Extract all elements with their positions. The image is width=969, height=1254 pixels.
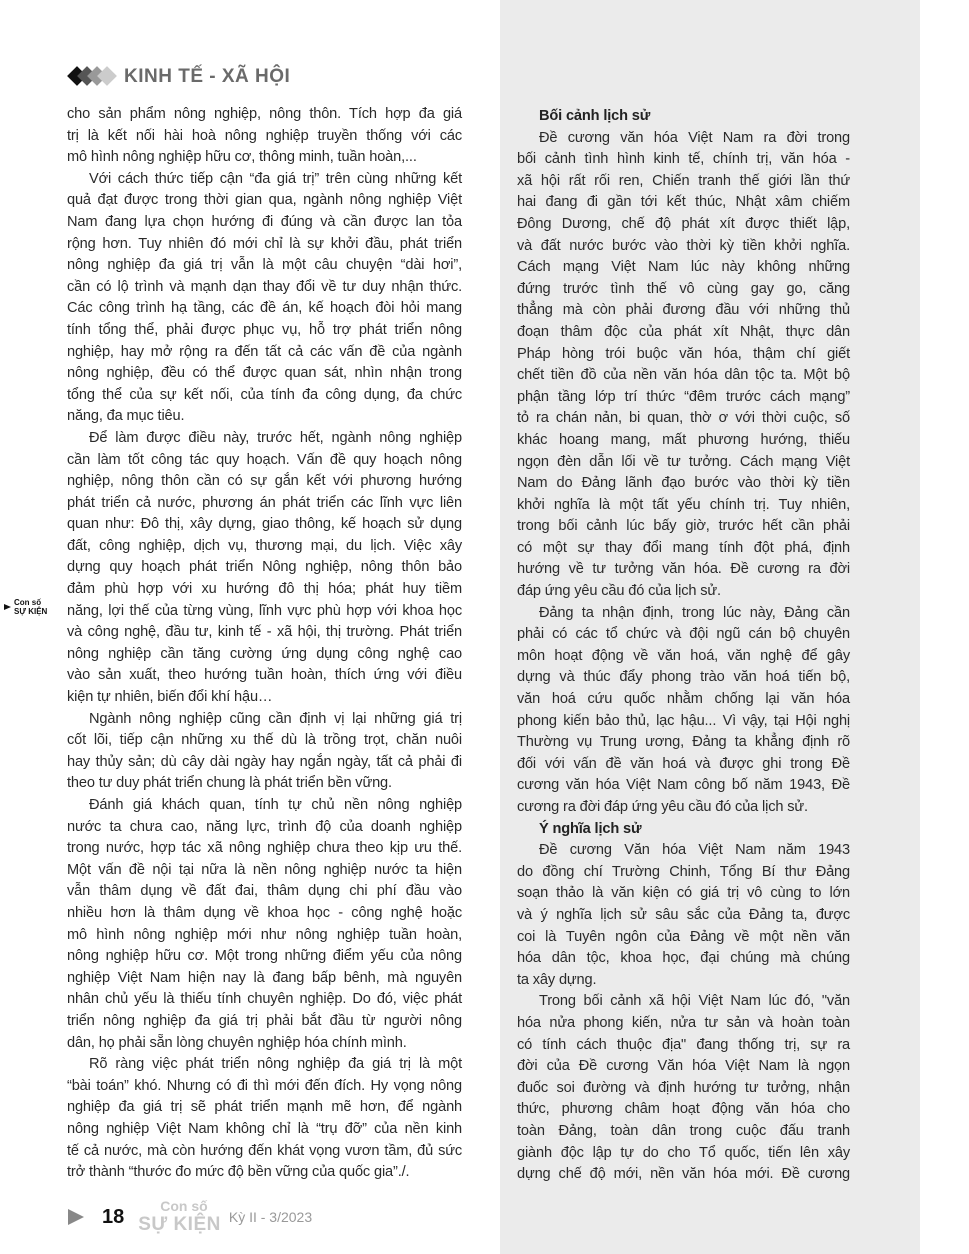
page-number: 18 xyxy=(102,1205,125,1228)
text-line: cương ra đời đáp ứng yêu cầu đó của lịch sử. xyxy=(517,799,808,815)
text-line: giành độc lập tự do cho Tổ quốc, tiến lên xây xyxy=(517,1144,850,1161)
section-logo-icon xyxy=(68,63,118,91)
text-line: ta xây dựng. xyxy=(517,971,597,988)
text-line: và công nghệ, đầu tư, kinh tế - xã hội, thị trường. Phát triển xyxy=(67,624,462,641)
text-line: Với cách thức tiếp cận “đa giá trị” trên cùng những kết xyxy=(89,170,462,187)
text-line: Các công trình hạ tầng, các đề án, kế hoạch đòi hỏi mang xyxy=(67,300,462,317)
text-line: đảm phù hợp với xu hướng đô thị hóa; phát huy tiềm xyxy=(67,581,462,598)
text-line: nghiệp đa giá trị sẽ phát triển mạnh mẽ hơn, để ngành xyxy=(67,1099,462,1116)
text-line: thẳng mà còn phải đương đầu với những thủ xyxy=(517,302,850,319)
text-line: chết tiền đồ của nền văn hóa dân tộc ta. Một bộ xyxy=(517,367,850,384)
text-line: xã hội rất rối ren, Chiến tranh thế giới lần thứ xyxy=(517,172,850,189)
text-line: hướng về tư tưởng văn hóa. Đề cương ra đời xyxy=(517,561,850,578)
text-line: nhân chủ yếu là thiếu tính chuyên nghiệp. Do đó, việc phát xyxy=(67,991,462,1008)
text-line: Một vấn đề nội tại nữa là nền nông nghiệp nước ta hiện xyxy=(67,861,462,878)
text-line: Pháp hòng trói buộc văn hóa, thậm chí giết xyxy=(517,345,850,362)
text-line: coi là Tuyên ngôn của Đảng về một nền văn xyxy=(517,928,850,945)
play-triangle-icon xyxy=(68,1209,84,1225)
text-line: Đề cương Văn hóa Việt Nam năm 1943 xyxy=(539,842,850,859)
text-line: Cách mạng Việt Nam lúc này không những xyxy=(517,259,850,276)
text-line: cương văn hóa Việt Nam công bố năm 1943, Đề xyxy=(517,777,850,794)
text-line: hay thủy sản; dù cây dài ngày hay ngắn ngày, tất cả phải đi xyxy=(67,753,462,770)
text-line: năng, đa mục tiêu. xyxy=(67,408,185,425)
subheading-text: Bối cảnh lịch sử xyxy=(539,108,651,124)
text-line: phận tầng lớp trí thức “đêm trước cách mạng” xyxy=(517,388,850,405)
text-line: đời của Đề cương Văn hóa Việt Nam là ngọn xyxy=(517,1058,850,1075)
text-line: có một sự thay đổi mang tính đột phá, định xyxy=(517,539,850,556)
text-line: nông nghiệp cần tăng cường ứng dụng công nghệ cao xyxy=(67,645,462,662)
text-line: kiện tự nhiên, biến đổi khí hậu… xyxy=(67,689,273,706)
paragraph xyxy=(517,603,850,819)
text-line: Trong bối cảnh xã hội Việt Nam lúc đó, "văn xyxy=(539,993,850,1010)
text-line: trở thành “thước đo mức độ bền vững của quốc gia”./. xyxy=(67,1164,410,1181)
text-line: Đánh giá khách quan, tính tự chủ nền nông nghiệp xyxy=(89,797,462,813)
text-line: “bài toán” khó. Nhưng có đi thì mới đến đích. Hy vọng nông xyxy=(67,1077,462,1094)
text-line: phát triển cả nước, phương án phát triển các lĩnh vực liên xyxy=(67,494,462,511)
paragraph xyxy=(67,709,462,795)
text-line: tính tổng thể, phải được phục vụ, hỗ trợ phát triển nông xyxy=(67,321,462,338)
text-line: năng, lợi thế của từng vùng, lĩnh vực phù hợp với khoa học xyxy=(67,602,462,619)
text-line: thức, phương châm hoạt động văn hóa cho xyxy=(517,1101,850,1118)
text-line: theo tư duy phát triển chung là phát triển bền vững. xyxy=(67,775,392,792)
text-line: hóa dân tộc, khoa học, đại chúng mà chúng xyxy=(517,950,850,967)
text-line: Thường vụ Trung ương, Đảng ta khẳng định rõ xyxy=(517,734,850,751)
paragraph xyxy=(517,840,850,991)
text-line: dựng và thúc đẩy phong trào văn hoá tiến bộ, xyxy=(517,669,850,686)
text-line: nông nghiệp đa giá trị vẫn là một câu chuyện “dài hơi”, xyxy=(67,257,462,274)
text-line: Đề cương văn hóa Việt Nam ra đời trong xyxy=(539,129,850,146)
text-line: đáp ứng yêu cầu đó của lịch sử. xyxy=(517,583,721,600)
text-line: vào sản xuất, theo hướng tuần hoàn, thích ứng với điều xyxy=(67,667,462,684)
text-line: soạn thảo là văn kiện có giá trị vô cùng to lớn xyxy=(517,885,850,902)
paragraph xyxy=(517,991,850,1185)
paragraph xyxy=(67,104,462,169)
text-line: tế cả nước, mà còn hướng đến khát vọng vươn tầm, đủ sức xyxy=(67,1142,462,1159)
text-line: nông nghiệp, đều có thể được quan sát, nhìn nhận trong xyxy=(67,365,462,382)
text-line: Ngành nông nghiệp cũng cần định vị lại những giá trị xyxy=(89,710,462,727)
small-magazine-logo xyxy=(14,598,47,616)
subheading xyxy=(517,819,850,841)
text-line: vẫn thâm dụng về đất đai, thâm dụng chi phí đầu vào xyxy=(67,883,462,900)
text-line: phải có các tổ chức và đội ngũ cán bộ chuyên xyxy=(517,626,850,643)
text-line: triển nông nghiệp đa giá trị phải bắt đầu từ người nông xyxy=(67,1012,462,1029)
text-line: cần có lộ trình và mạnh dạn thay đổi về tư duy nhận thức. xyxy=(67,278,462,295)
text-line: rộng hơn. Tuy nhiên đó mới chỉ là sự khởi đầu, phát triển xyxy=(67,235,462,252)
text-line: đất, công nghiệp, dịch vụ, thương mại, du lịch. Việc xây xyxy=(67,537,462,554)
text-line: trị là kết nối hài hoà nông nghiệp truyền thống với các xyxy=(67,127,462,144)
text-line: nông nghiệp hữu cơ. Một trong những điểm yếu của nông xyxy=(67,948,462,965)
text-line: nước ta chưa cao, năng lực, trình độ của doanh nghiệp xyxy=(67,818,462,835)
text-line: cốt lõi, tiếp cận những xu thế dù là trồng trọt, chăn nuôi xyxy=(67,732,462,749)
text-line: mô hình nông nghiệp mới như nông nghiệp tuần hoàn, xyxy=(67,926,462,943)
text-line: nghiệp, nông thôn cần có sự gắn kết với phương hướng xyxy=(67,473,462,490)
text-line: văn hoá cứu quốc nhằm chống lại văn hóa xyxy=(517,691,850,708)
text-line: hóa nửa phong kiến, nửa tư sản và hoàn toàn xyxy=(517,1014,850,1031)
text-line: nhiều hơn là thâm dụng về khoa học - công nghệ hoặc xyxy=(67,904,462,921)
text-line: đối với vấn đề văn hoá và được ghi trong Đề xyxy=(517,755,850,772)
section-header xyxy=(68,62,290,92)
text-line: đoạn thâm độc của phát xít Nhật, thực dân xyxy=(517,323,850,340)
text-line: Để làm được điều này, trước hết, ngành nông nghiệp xyxy=(89,429,462,446)
text-line: trong bối cảnh lúc bấy giờ, trước hết cần phải xyxy=(517,518,850,535)
right-sidebar-column xyxy=(517,106,850,1186)
text-line: quan như: Đô thị, xây dựng, giao thông, kế hoạch sử dụng xyxy=(67,516,462,533)
text-line: nghiệp Việt Nam hiện nay là đang bấp bênh, mà nguyên xyxy=(67,969,462,986)
magazine-logo xyxy=(138,1198,221,1236)
subheading-text: Ý nghĩa lịch sử xyxy=(539,820,642,837)
text-line: nông nghiệp Việt Nam không chỉ là “trụ đỡ” của nền kinh xyxy=(67,1120,462,1137)
text-line: dựng chế độ mới, nền văn hóa mới. Đề cương xyxy=(517,1166,850,1183)
text-line: do đồng chí Trường Chinh, Tổng Bí thư Đảng xyxy=(517,863,850,880)
text-line: Rõ ràng việc phát triển nông nghiệp đa giá trị là một xyxy=(89,1056,462,1073)
issue-label: Kỳ II - 3/2023 xyxy=(228,1209,313,1225)
text-line: và ý nghĩa lịch sử sâu sắc của Đảng ta, được xyxy=(517,906,850,923)
text-line: Đảng ta nhận định, trong lúc này, Đảng cần xyxy=(539,604,850,621)
text-line: Đông Dương, chế độ phát xít được thiết lập, xyxy=(517,215,850,232)
paragraph xyxy=(67,1054,462,1184)
subheading xyxy=(517,106,850,128)
small-logo-line2: SỰ KIỆN xyxy=(14,607,48,616)
text-line: phong kiến bảo thủ, lạc hậu... Vì vậy, tại Hội nghị xyxy=(517,712,850,729)
magazine-logo-line1: Con số xyxy=(160,1198,208,1215)
page-footer xyxy=(68,1196,312,1238)
section-title: KINH TẾ - XÃ HỘI xyxy=(124,66,291,87)
arrow-marker-icon xyxy=(4,604,11,610)
text-line: đứng trước tình thế vô cùng gay go, căng xyxy=(517,280,850,297)
paragraph xyxy=(67,169,462,428)
text-line: khởi nghĩa là một tất yếu chính trị. Tuy nhiên, xyxy=(517,496,850,513)
text-line: hai đang đi gần tới kết thúc, Nhật xâm chiếm xyxy=(517,194,850,211)
magazine-logo-line2: SỰ KIỆN xyxy=(138,1214,221,1236)
paragraph xyxy=(517,128,850,603)
text-line: môn hoạt động về văn hoá, văn nghệ để gây xyxy=(517,647,850,664)
text-line: toàn Đảng, toàn dân trong cuộc đấu tranh xyxy=(517,1122,850,1139)
text-line: dựng quy hoạch phát triển Nông nghiệp, nông thôn bảo xyxy=(67,559,462,576)
left-article-column xyxy=(67,104,462,1184)
text-line: có tính cách thuộc địa" đang thống trị, sự ra xyxy=(517,1036,850,1053)
text-line: khác hoang mang, mất phương hướng, thiếu xyxy=(517,431,850,448)
text-line: mô hình nông nghiệp hữu cơ, thông minh, tuần hoàn,... xyxy=(67,149,417,166)
text-line: và đất nước bước vào thời kỳ tiền khởi nghĩa. xyxy=(517,237,850,254)
text-line: dân, họ phải sẵn lòng chuyên nghiệp hóa chính mình. xyxy=(67,1034,407,1051)
text-line: cần làm tốt công tác quy hoạch. Vấn đề quy hoạch nông xyxy=(67,451,462,468)
small-logo-line1: Con số xyxy=(14,598,42,607)
paragraph xyxy=(67,428,462,709)
paragraph xyxy=(67,795,462,1054)
text-line: đuốc soi đường và định hướng tư tưởng, nhận xyxy=(517,1079,850,1096)
text-line: tổng thể của sự kết nối, của tính đa công dụng, đa chức xyxy=(67,386,462,403)
stray-marker xyxy=(4,598,47,616)
text-line: bối cảnh tình hình kinh tế, chính trị, văn hóa - xyxy=(517,151,850,168)
text-line: ngọn đèn dẫn lối về tư tưởng. Cách mạng Việt xyxy=(517,453,850,470)
text-line: Nam đang lựa chọn hướng đi đúng và cần được lan tỏa xyxy=(67,213,462,230)
text-line: Nam do Đảng lãnh đạo bước vào thời kỳ tiền xyxy=(517,475,850,492)
text-line: quả đạt được trong thời gian qua, ngành nông nghiệp Việt xyxy=(67,192,462,209)
text-line: tỏ ra chán nản, bi quan, thờ ơ với thời cuộc, số xyxy=(517,410,850,427)
text-line: cho sản phẩm nông nghiệp, nông thôn. Tích hợp đa giá xyxy=(67,106,462,122)
text-line: trong nước, hợp tác xã nông nghiệp chưa theo kịp ưu thế. xyxy=(67,840,462,857)
text-line: nghiệp, hay mở rộng ra đến tất cả các vấn đề của ngành xyxy=(67,343,462,360)
